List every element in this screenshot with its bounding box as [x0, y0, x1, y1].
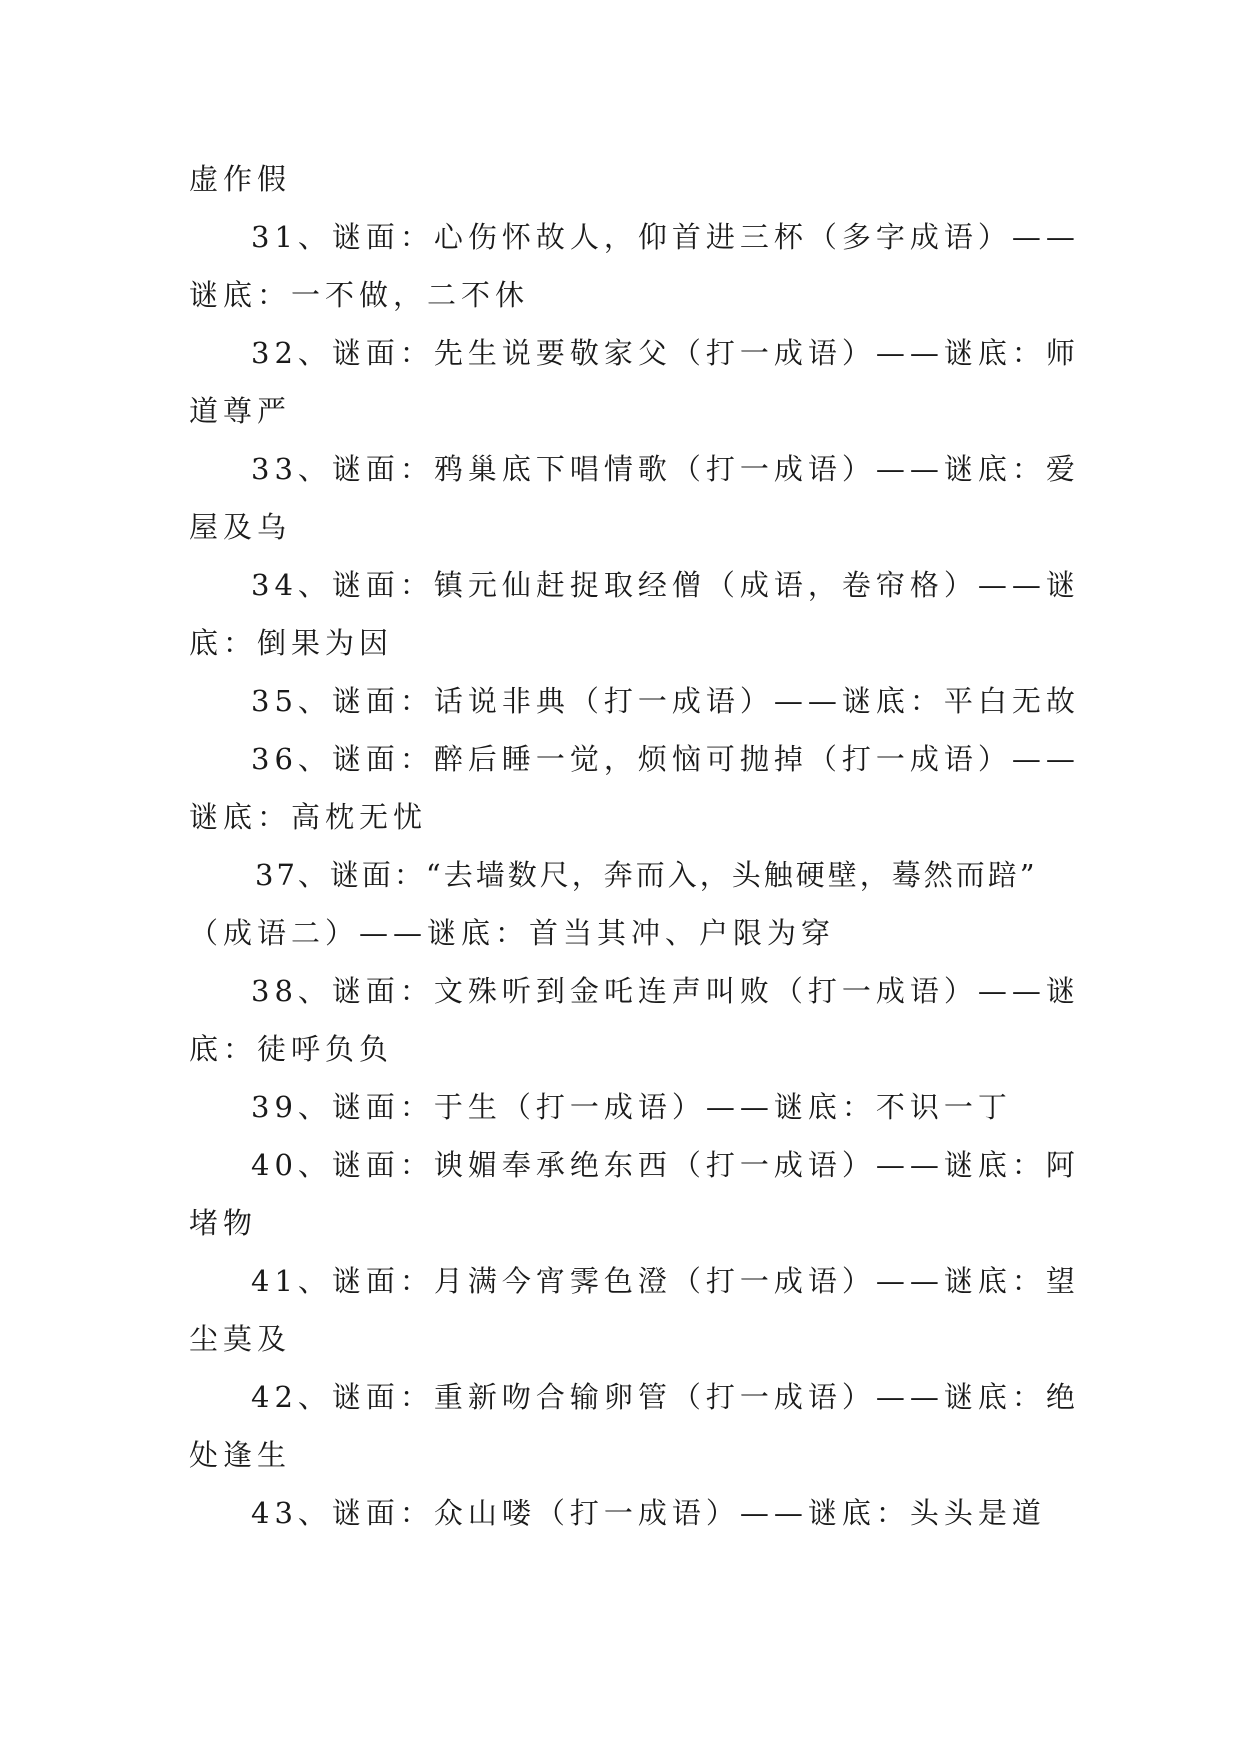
text-line: 虚作假 — [189, 162, 292, 196]
riddle-38: 38、谜面：文殊听到金吒连声叫败（打一成语）——谜 — [251, 974, 1080, 1008]
answer-41: 尘莫及 — [189, 1322, 292, 1356]
answer-37: （成语二）——谜底：首当其冲、户限为穿 — [189, 916, 836, 950]
answer-34: 底：倒果为因 — [189, 626, 394, 660]
riddle-33: 33、谜面：鸦巢底下唱情歌（打一成语）——谜底：爱 — [251, 452, 1080, 486]
answer-33: 屋及乌 — [189, 510, 292, 544]
riddle-31: 31、谜面：心伤怀故人，仰首进三杯（多字成语）—— — [251, 220, 1080, 254]
riddle-40: 40、谜面：谀媚奉承绝东西（打一成语）——谜底：阿 — [251, 1148, 1080, 1182]
riddle-42: 42、谜面：重新吻合输卵管（打一成语）——谜底：绝 — [251, 1380, 1080, 1414]
riddle-36: 36、谜面：醉后睡一觉，烦恼可抛掉（打一成语）—— — [251, 742, 1080, 776]
riddle-list — [189, 160, 1080, 1552]
answer-31: 谜底：一不做，二不休 — [189, 278, 530, 312]
answer-40: 堵物 — [189, 1206, 258, 1240]
riddle-34: 34、谜面：镇元仙赶捉取经僧（成语，卷帘格）——谜 — [251, 568, 1080, 602]
riddle-39: 39、谜面：于生（打一成语）——谜底：不识一丁 — [251, 1090, 1012, 1124]
answer-36: 谜底：高枕无忧 — [189, 800, 428, 834]
riddle-43: 43、谜面：众山喽（打一成语）——谜底：头头是道 — [251, 1496, 1046, 1530]
riddle-37: 37、谜面：“去墙数尺，奔而入，头触硬壁，蓦然而踣” — [255, 858, 1038, 892]
answer-42: 处逢生 — [189, 1438, 292, 1472]
riddle-32: 32、谜面：先生说要敬家父（打一成语）——谜底：师 — [251, 336, 1080, 370]
riddle-41: 41、谜面：月满今宵霁色澄（打一成语）——谜底：望 — [251, 1264, 1080, 1298]
answer-38: 底：徒呼负负 — [189, 1032, 394, 1066]
riddle-35: 35、谜面：话说非典（打一成语）——谜底：平白无故 — [251, 684, 1080, 718]
answer-32: 道尊严 — [189, 394, 292, 428]
